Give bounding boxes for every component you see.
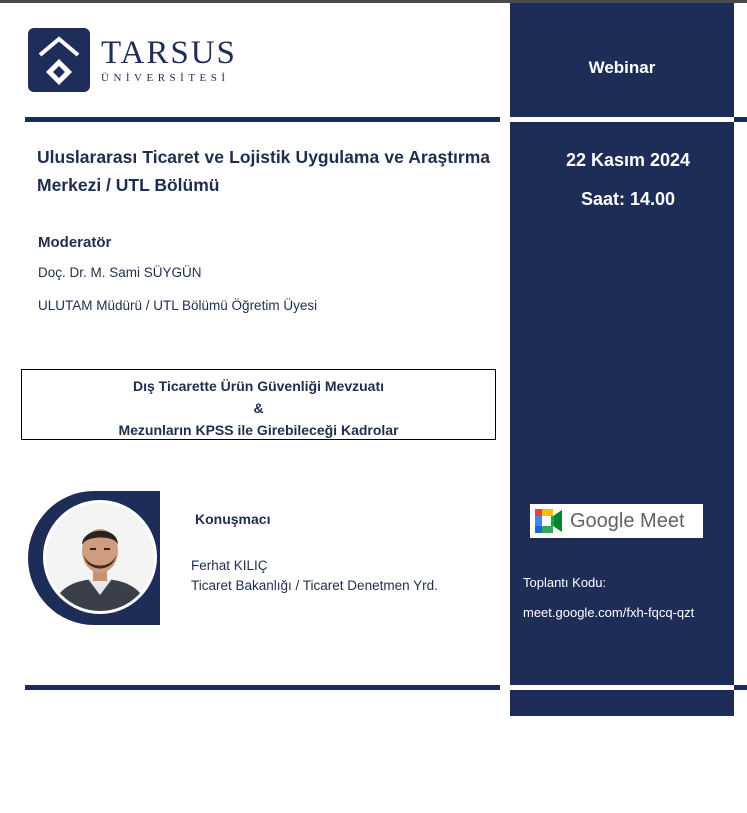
university-logo-text — [101, 36, 237, 84]
organizer-title: Uluslararası Ticaret ve Lojistik Uygulama ve Araştırma Merkezi / UTL Bölümü — [37, 147, 490, 195]
event-type: Webinar — [588, 58, 656, 77]
sidebar-tick-top — [734, 117, 747, 122]
topics-box — [21, 369, 496, 440]
meeting-code-link[interactable]: meet.google.com/fxh-fqcq-qzt — [523, 605, 695, 620]
university-logo-icon — [28, 28, 90, 92]
university-subtitle: ÜNİVERSİTESİ — [101, 72, 230, 84]
moderator-name: Doç. Dr. M. Sami SÜYGÜN — [38, 265, 202, 280]
google-meet-icon — [534, 508, 564, 534]
speaker-name: Ferhat KILIÇ — [191, 558, 268, 573]
meeting-code-label: Toplantı Kodu: — [523, 575, 607, 590]
google-meet-badge — [530, 504, 703, 538]
header-divider — [25, 117, 500, 122]
topic-1: Dış Ticarette Ürün Güvenliği Mevzuatı — [132, 378, 385, 394]
sidebar-tick-bottom — [734, 685, 747, 690]
sidebar-divider-top — [510, 117, 734, 122]
speaker-photo — [43, 500, 157, 614]
event-date: 22 Kasım 2024 — [565, 150, 691, 170]
topic-2: Mezunların KPSS ile Girebileceği Kadrolar — [118, 422, 399, 438]
speaker-label: Konuşmacı — [195, 511, 271, 527]
speaker-role: Ticaret Bakanlığı / Ticaret Denetmen Yrd. — [191, 578, 438, 593]
speaker-portrait-icon — [46, 503, 154, 611]
moderator-label: Moderatör — [38, 234, 112, 251]
topic-separator: & — [253, 400, 264, 416]
footer-divider — [25, 685, 500, 690]
university-name: TARSUS — [101, 35, 237, 71]
moderator-role: ULUTAM Müdürü / UTL Bölümü Öğretim Üyesi — [38, 298, 318, 313]
event-time: Saat: 14.00 — [580, 189, 676, 209]
sidebar-divider-bottom — [510, 685, 734, 690]
google-meet-label: Google Meet — [570, 509, 685, 532]
